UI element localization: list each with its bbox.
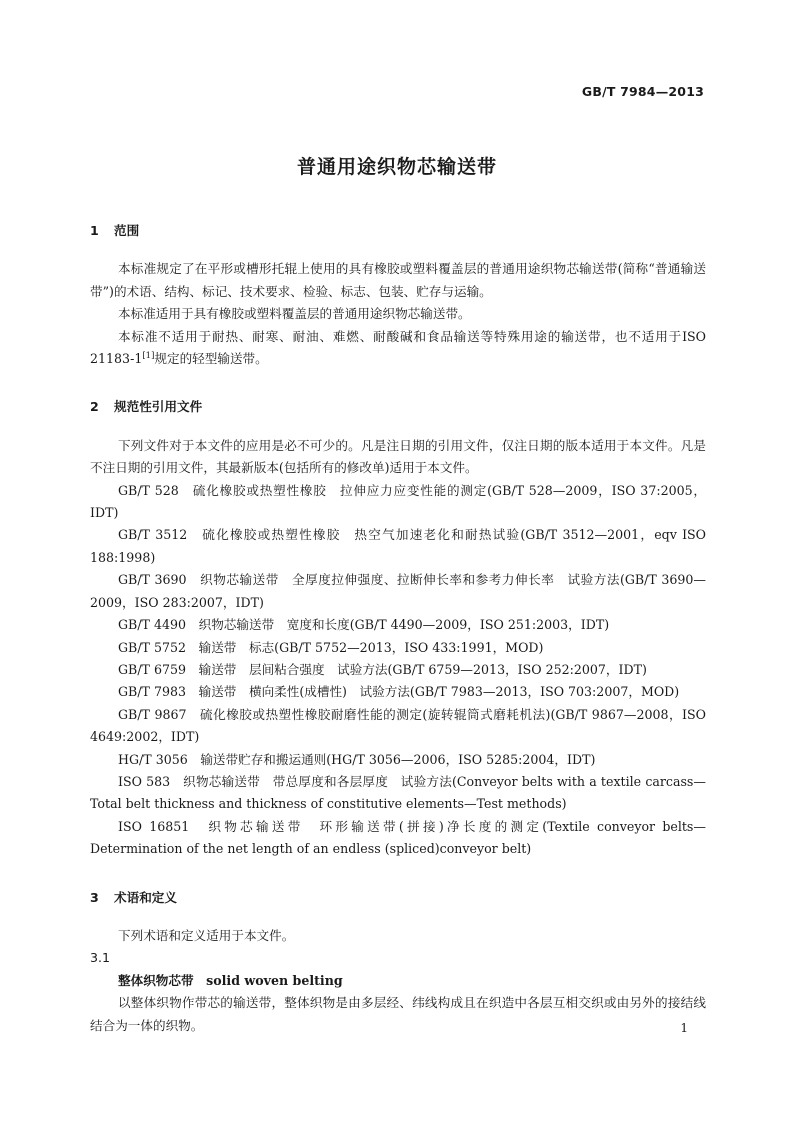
section-number: 2 xyxy=(90,399,99,415)
reference-item: ISO 16851 织物芯输送带 环形输送带(拼接)净长度的测定(Textile conveyor belts—Determination of the net length of an endless (spliced)conveyor belt) xyxy=(90,818,706,857)
scope-paragraph-2: 本标准适用于具有橡胶或塑料覆盖层的普通用途织物芯输送带。 xyxy=(118,306,471,322)
section-title: 术语和定义 xyxy=(114,889,177,905)
term-chinese: 整体织物芯带 xyxy=(118,972,194,988)
reference-item: GB/T 9867 硫化橡胶或热塑性橡胶耐磨性能的测定(旋转辊筒式磨耗机法)(GB/T 9867—2008，ISO 4649:2002，IDT) xyxy=(90,706,706,745)
reference-item: GB/T 6759 输送带 层间粘合强度 试验方法(GB/T 6759—2013，ISO 252:2007，IDT) xyxy=(118,661,647,677)
reference-item: GB/T 4490 织物芯输送带 宽度和长度(GB/T 4490—2009，ISO 251:2003，IDT) xyxy=(118,617,610,633)
document-title: 普通用途织物芯输送带 xyxy=(296,156,497,178)
references-intro: 下列文件对于本文件的应用是必不可少的。凡是注日期的引用文件，仅注日期的版本适用于本文件。凡是不注日期的引用文件，其最新版本(包括所有的修改单)适用于本文件。 xyxy=(90,437,706,476)
section-title: 规范性引用文件 xyxy=(114,399,203,415)
document-body xyxy=(90,220,706,1037)
scope-p3-tail: 规定的轻型输送带。 xyxy=(154,351,268,367)
section-number: 1 xyxy=(90,223,99,238)
reference-item: GB/T 3512 硫化橡胶或热塑性橡胶 热空气加速老化和耐热试验(GB/T 3512—2001，eqv ISO 188:1998) xyxy=(90,527,706,565)
term-english: solid woven belting xyxy=(206,972,343,988)
section-heading-normative-references xyxy=(90,396,706,418)
terms-intro: 下列术语和定义适用于本文件。 xyxy=(118,927,295,943)
subsection-number: 3.1 xyxy=(90,950,111,966)
reference-item: GB/T 7983 输送带 横向柔性(成槽性) 试验方法(GB/T 7983—2013，ISO 703:2007，MOD) xyxy=(118,684,680,700)
scope-paragraph-1: 本标准规定了在平形或槽形托辊上使用的具有橡胶或塑料覆盖层的普通用途织物芯输送带(简称“普通输送带”)的术语、结构、标记、技术要求、检验、标志、包装、贮存与运输。 xyxy=(90,261,706,299)
section-heading-scope xyxy=(90,220,706,242)
citation-ref[interactable]: [1] xyxy=(142,350,155,361)
reference-item: ISO 583 织物芯输送带 带总厚度和各层厚度 试验方法(Conveyor belts with a textile carcass—Total belt thickness and thickness of constitutive elements—Test methods) xyxy=(90,773,706,812)
section-title: 范围 xyxy=(114,223,140,238)
scope-p3-text: 本标准不适用于耐热、耐寒、耐油、难燃、耐酸碱和食品输送等特殊用途的输送带，也不适用于ISO 21183-1 xyxy=(90,328,706,367)
reference-item: GB/T 3690 织物芯输送带 全厚度拉伸强度、拉断伸长率和参考力伸长率 试验方法(GB/T 3690—2009，ISO 283:2007，IDT) xyxy=(90,572,706,610)
reference-item: GB/T 528 硫化橡胶或热塑性橡胶 拉伸应力应变性能的测定(GB/T 528—2009，ISO 37:2005，IDT) xyxy=(90,482,706,521)
page-number: 1 xyxy=(680,1021,688,1035)
reference-item: HG/T 3056 输送带贮存和搬运通则(HG/T 3056—2006，ISO 5285:2004，IDT) xyxy=(118,751,596,767)
term-entry xyxy=(90,970,706,992)
section-number: 3 xyxy=(90,889,99,905)
section-heading-terms xyxy=(90,887,706,909)
scope-paragraph-3 xyxy=(90,326,706,371)
reference-item: GB/T 5752 输送带 标志(GB/T 5752—2013，ISO 433:1991，MOD) xyxy=(118,639,544,655)
term-definition: 以整体织物作带芯的输送带，整体织物是由多层经、纬线构成且在织造中各层互相交织或由另外的接结线结合为一体的织物。 xyxy=(90,995,706,1033)
standard-number: GB/T 7984—2013 xyxy=(581,84,704,99)
